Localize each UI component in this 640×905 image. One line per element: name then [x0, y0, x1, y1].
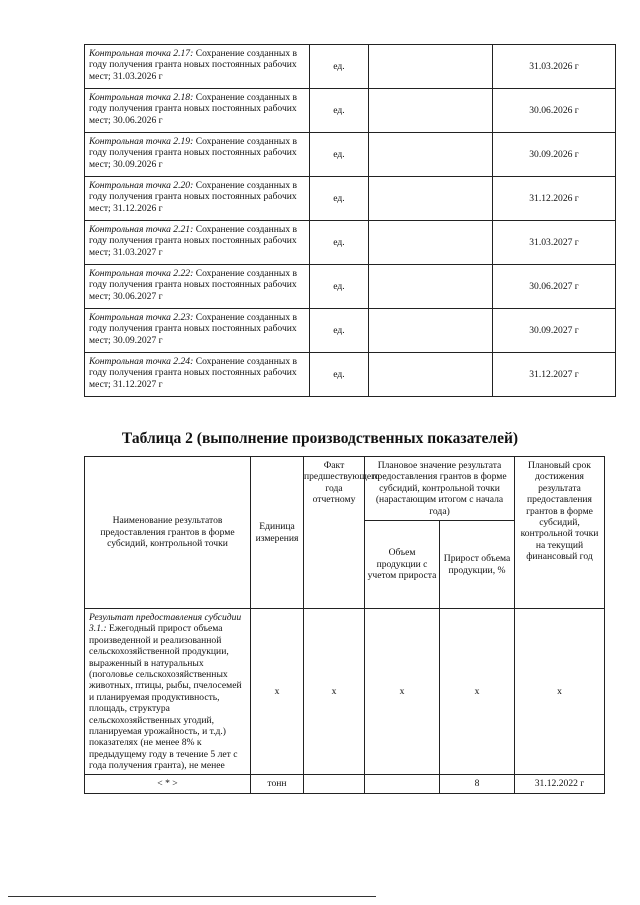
checkpoint-value — [369, 133, 493, 177]
checkpoint-description — [85, 89, 310, 133]
checkpoint-text: Сохранение созданных в году получения гранта новых постоянных рабочих мест; 31.03.2026 г — [89, 48, 298, 82]
checkpoint-label: Контрольная точка 2.22: — [89, 268, 194, 279]
checkpoint-value — [369, 265, 493, 309]
result-text: Ежегодный прирост объема произведенной и реализованной сельскохозяйственной продукции, выраженный в натуральных (поголовье сельскохозяйственных животных, птицы, рыбы, пчелосемей и планируемая продуктивность, площадь, структура сельскохозяйственных угодий, планируемая урожайность, и т.д.) показателях (не менее 8% к предыдущему году в течение 5 лет с года получения гранта), не менее — [89, 623, 242, 772]
checkpoint-text: Сохранение созданных в году получения гранта новых постоянных рабочих мест; 30.06.2026 г — [89, 92, 298, 126]
checkpoint-unit: ед. — [310, 177, 369, 221]
checkpoint-description — [85, 265, 310, 309]
header-growth-percent: Прирост объема продукции, % — [440, 521, 515, 609]
checkpoint-row — [85, 774, 605, 793]
checkpoint-date: 31.03.2026 г — [493, 45, 616, 89]
result-label: Результат предоставления субсидии 3.1.: — [89, 612, 242, 635]
checkpoint-row — [85, 177, 616, 221]
checkpoint-text: Сохранение созданных в году получения гранта новых постоянных рабочих мест; 31.12.2026 г — [89, 180, 298, 214]
checkpoint-fact — [304, 774, 365, 793]
checkpoint-description — [85, 353, 310, 397]
checkpoint-label: Контрольная точка 2.24: — [89, 356, 194, 367]
checkpoint-label: Контрольная точка 2.20: — [89, 180, 194, 191]
result-growth: х — [440, 609, 515, 775]
header-planned-value: Плановое значение результата предоставления грантов в форме субсидий, контрольной точки (нарастающим итогом с начала года) — [365, 457, 515, 521]
checkpoint-description — [85, 177, 310, 221]
result-description — [85, 609, 251, 775]
checkpoint-unit: ед. — [310, 89, 369, 133]
footnote-separator — [8, 896, 376, 897]
checkpoint-text: Сохранение созданных в году получения гранта новых постоянных рабочих мест; 30.09.2027 г — [89, 312, 298, 346]
result-term: х — [515, 609, 605, 775]
result-row — [85, 609, 605, 775]
header-planned-term: Плановый срок достижения результата предоставления грантов в форме субсидий, контрольной точки на текущий финансовый год — [515, 457, 605, 609]
checkpoint-value — [369, 353, 493, 397]
checkpoint-description — [85, 221, 310, 265]
checkpoints-table-continued — [84, 44, 616, 397]
checkpoint-unit: ед. — [310, 45, 369, 89]
checkpoint-row — [85, 265, 616, 309]
checkpoint-unit: тонн — [251, 774, 304, 793]
checkpoint-value — [369, 45, 493, 89]
checkpoint-term: 31.12.2022 г — [515, 774, 605, 793]
checkpoint-row — [85, 89, 616, 133]
checkpoint-label: Контрольная точка 2.21: — [89, 224, 194, 235]
checkpoint-description — [85, 133, 310, 177]
checkpoint-date: 30.09.2027 г — [493, 309, 616, 353]
header-volume-with-growth: Объем продукции с учетом прироста — [365, 521, 440, 609]
checkpoint-description — [85, 309, 310, 353]
checkpoint-row — [85, 221, 616, 265]
checkpoint-label: Контрольная точка 2.23: — [89, 312, 194, 323]
checkpoint-label: Контрольная точка 2.17: — [89, 48, 194, 59]
checkpoint-date: 31.12.2027 г — [493, 353, 616, 397]
checkpoint-unit: ед. — [310, 353, 369, 397]
checkpoint-row — [85, 133, 616, 177]
checkpoint-text: Сохранение созданных в году получения гранта новых постоянных рабочих мест; 31.03.2027 г — [89, 224, 298, 258]
checkpoint-date: 31.12.2026 г — [493, 177, 616, 221]
checkpoint-description — [85, 45, 310, 89]
checkpoint-value — [369, 221, 493, 265]
checkpoint-date: 30.06.2026 г — [493, 89, 616, 133]
checkpoint-growth: 8 — [440, 774, 515, 793]
checkpoint-row — [85, 45, 616, 89]
header-prior-year-fact: Факт предшествующего года отчетному — [304, 457, 365, 609]
production-indicators-table — [84, 456, 605, 794]
checkpoint-unit: ед. — [310, 221, 369, 265]
result-unit: х — [251, 609, 304, 775]
checkpoint-value — [369, 89, 493, 133]
checkpoint-label: Контрольная точка 2.18: — [89, 92, 194, 103]
checkpoint-label: < * > — [85, 774, 251, 793]
result-volume: х — [365, 609, 440, 775]
checkpoint-unit: ед. — [310, 265, 369, 309]
checkpoint-label: Контрольная точка 2.19: — [89, 136, 194, 147]
checkpoint-unit: ед. — [310, 309, 369, 353]
checkpoint-unit: ед. — [310, 133, 369, 177]
checkpoint-text: Сохранение созданных в году получения гранта новых постоянных рабочих мест; 31.12.2027 г — [89, 356, 298, 390]
table2-title: Таблица 2 (выполнение производственных показателей) — [121, 430, 519, 447]
checkpoint-date: 31.03.2027 г — [493, 221, 616, 265]
result-fact: х — [304, 609, 365, 775]
checkpoint-row — [85, 309, 616, 353]
checkpoint-date: 30.09.2026 г — [493, 133, 616, 177]
checkpoint-value — [369, 177, 493, 221]
checkpoint-text: Сохранение созданных в году получения гранта новых постоянных рабочих мест; 30.06.2027 г — [89, 268, 298, 302]
checkpoint-date: 30.06.2027 г — [493, 265, 616, 309]
checkpoint-value — [369, 309, 493, 353]
checkpoint-text: Сохранение созданных в году получения гранта новых постоянных рабочих мест; 30.09.2026 г — [89, 136, 298, 170]
header-unit: Единица измерения — [251, 457, 304, 609]
header-result-name: Наименование результатов предоставления грантов в форме субсидий, контрольной точки — [85, 457, 251, 609]
checkpoint-row — [85, 353, 616, 397]
checkpoint-volume — [365, 774, 440, 793]
